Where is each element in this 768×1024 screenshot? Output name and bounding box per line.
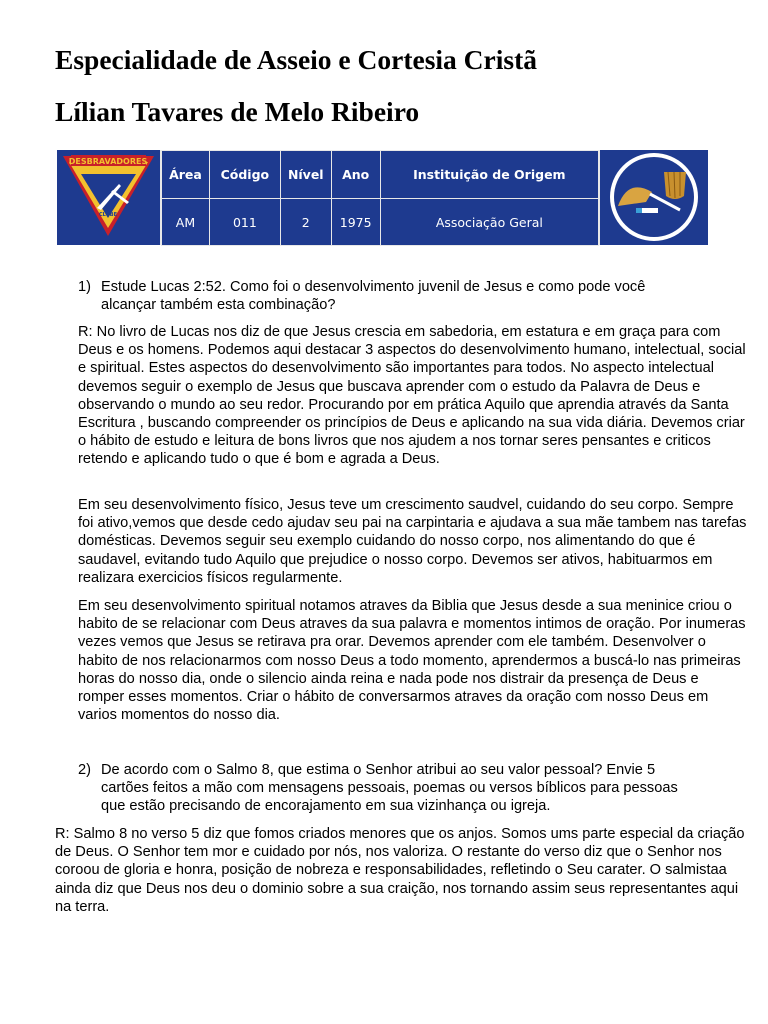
question-1: [78, 278, 688, 314]
col-header-ano: Ano: [331, 151, 380, 199]
value-codigo: 011: [209, 199, 280, 246]
specialty-info-table: [161, 150, 599, 246]
cleaning-emblem: [599, 150, 708, 245]
col-header-codigo: Código: [209, 151, 280, 199]
question-text: De acordo com o Salmo 8, que estima o Senhor atribui ao seu valor pessoal? Envie 5 cartões feitos a mão com mensagens pessoais, poemas ou versos bíblicos para pessoas que estão precisando de encorajamento em sua vizinhança ou igreja.: [101, 762, 678, 815]
pathfinder-shield-icon: [57, 150, 160, 245]
answer-paragraph: Em seu desenvolvimento spiritual notamos atraves da Biblia que Jesus desde a sua meninice criou o habito de se relacionar com Deus atraves da sua palavra e momentos intimos de oração. Por inumeras vezes vemos que Jesus se retirava pra orar. Devemos aprender com ele também. Desenvolver o habito de nos relacionarmos com nosso Deus a todo momento, aprendermos a buscá-lo nas primeiras horas do nosso dia, onde o silencio ainda reina e nada pode nos distrair da presença de Deus e romper esses momentos. Criar o hábito de conversarmos atraves da oração com nosso Deus em varios momentos do nosso dia.: [78, 598, 746, 724]
question-number: 2): [78, 762, 91, 778]
logo-text: DESBRAVADORES: [68, 157, 148, 166]
author-name: Lílian Tavares de Melo Ribeiro: [55, 96, 420, 127]
logo-sub-text: CLUBE: [99, 212, 117, 218]
broom-basket-emblem-icon: [600, 150, 708, 245]
question-number: 1): [78, 279, 91, 295]
question-text: Estude Lucas 2:52. Como foi o desenvolvimento juvenil de Jesus e como pode você alcançar também esta combinação?: [101, 279, 646, 314]
value-instituicao: Associação Geral: [380, 199, 598, 246]
specialty-banner: [57, 150, 708, 245]
value-area: AM: [162, 199, 210, 246]
page-title: Especialidade de Asseio e Cortesia Cristã: [55, 44, 537, 75]
question-2: [78, 761, 688, 816]
value-ano: 1975: [331, 199, 380, 246]
answer-paragraph: Em seu desenvolvimento físico, Jesus teve um crescimento saudvel, cuidando do seu corpo. Sempre foi ativo,vemos que desde cedo ajudav seu pai na carpintaria e ajudava a sua mãe tambem nas tarefas domésticas. Devemos seguir seu exemplo cuidando do nosso corpo, nos alimentando do que é saudavel, evitando tudo Aquilo que prejudice o nosso corpo. Devemos ser ativos, habituarmos em realizara exercicios físicos regularmente.: [78, 497, 747, 586]
answer-paragraph: R: No livro de Lucas nos diz de que Jesus crescia em sabedoria, em estatura e em graça para com Deus e os homens. Podemos aqui destacar 3 aspectos do desenvolvimento humano, intelectual, social e spiritual. Estes aspectos do desenvolvimento são importantes para todos. No aspecto intelectual devemos seguir o exemplo de Jesus que buscava aprender com o estudo da Palavra de Deus e observando o mundo ao seu redor. Procurando por em prática Aquilo que aprendia através da Santa Escritura , buscando compreender os princípios de Deus e aplicando na sua vida diária. Devemos criar o hábito de estudo e leitura de bons livros que nos ajudem a nos tornar seres pensantes e criticos retendo e aplicando tudo o que é bom e agrada a Deus.: [78, 324, 746, 468]
col-header-instituicao: Instituição de Origem: [380, 151, 598, 199]
pathfinder-logo: [57, 150, 161, 245]
answer-paragraph: R: Salmo 8 no verso 5 diz que fomos criados menores que os anjos. Somos ums parte especial da criação de Deus. O Senhor tem mor e cuidado por nós, nos valoriza. O restante do verso diz que o Senhor nos coroou de gloria e honra, posição de nobreza e responsabilidades, refletindo o Seu carater. O salmistaa ainda diz que Deus nos deu o dominio sobre a sua craição, nos tornando assim seus representantes aqui na terra.: [55, 826, 745, 915]
value-nivel: 2: [280, 199, 331, 246]
col-header-nivel: Nível: [280, 151, 331, 199]
col-header-area: Área: [162, 151, 210, 199]
